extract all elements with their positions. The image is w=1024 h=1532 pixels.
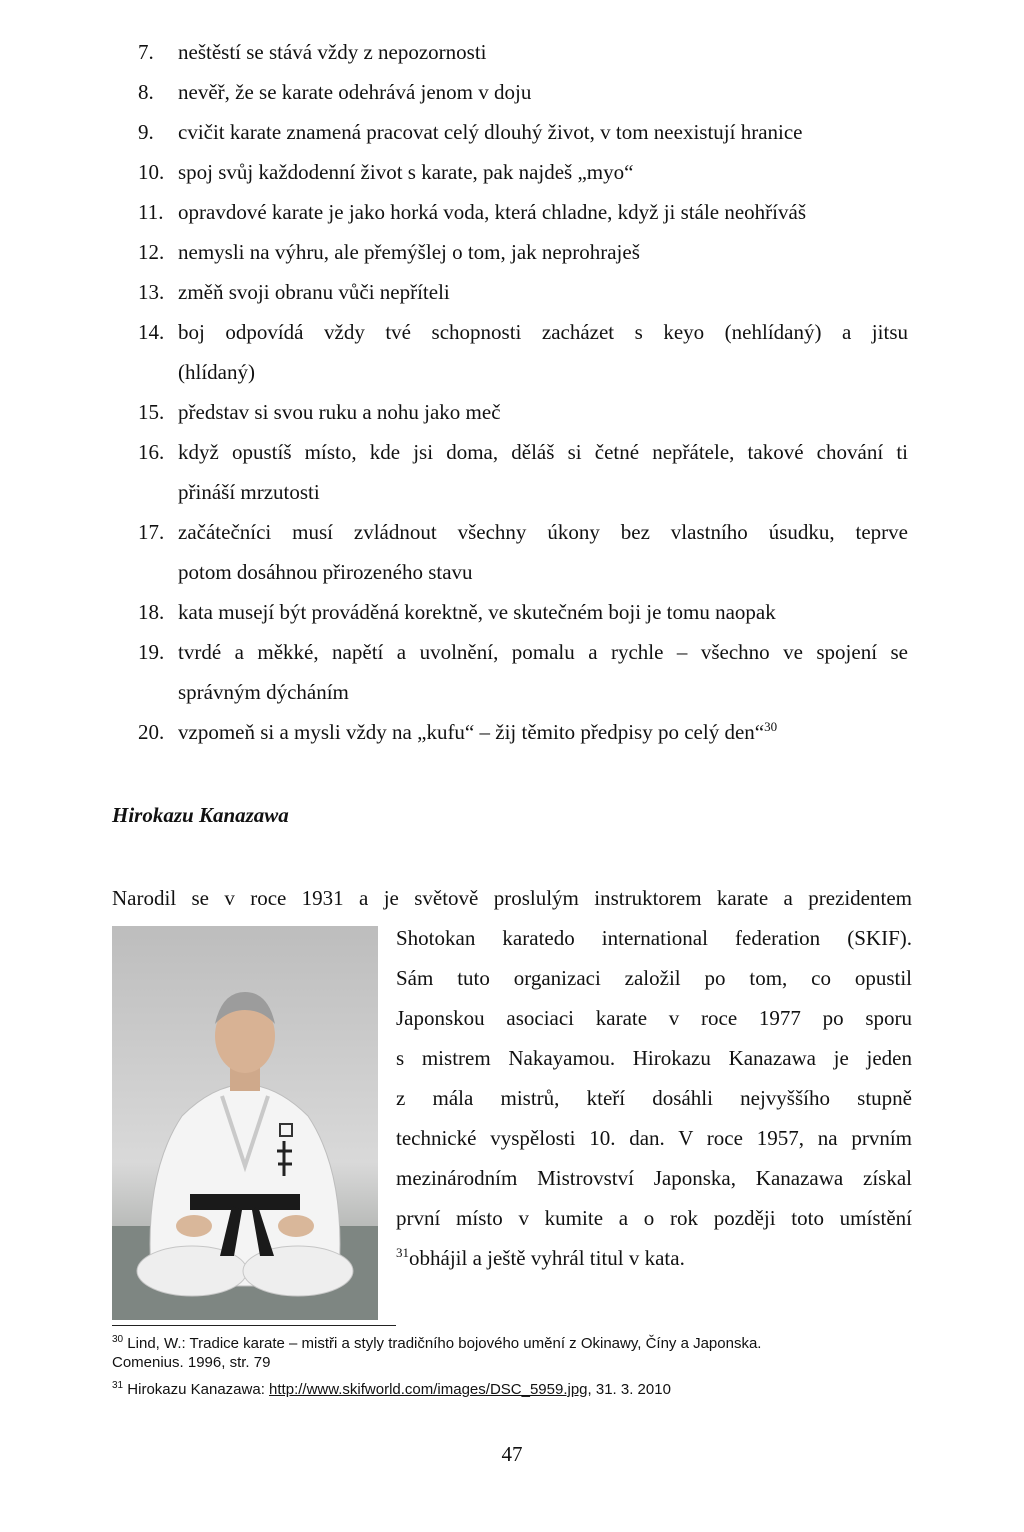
bio-line: Sám tuto organizaci založil po tom, co opustil	[396, 966, 912, 990]
list-item-content	[178, 32, 908, 72]
list-item-content	[178, 392, 908, 432]
list-item-text: začátečníci musí zvládnout všechny úkony bez vlastního úsudku, teprve	[178, 520, 908, 544]
list-item-content	[178, 152, 908, 192]
footnote-divider	[112, 1325, 396, 1326]
list-item-line	[178, 232, 908, 272]
list-item-text: (hlídaný)	[178, 360, 255, 384]
list-item-line	[178, 632, 908, 672]
list-item-number: 13.	[138, 280, 165, 304]
list-item-text: spoj svůj každodenní život s karate, pak najdeš „myo“	[178, 160, 634, 184]
footnote-ref-30[interactable]: 30	[764, 719, 778, 734]
list-item-text: potom dosáhnou přirozeného stavu	[178, 560, 473, 584]
photo-illustration	[112, 926, 378, 1320]
bio-lines	[396, 918, 912, 1238]
footnote-30-text: Lind, W.: Tradice karate – mistři a styly tradičního bojového umění z Okinawy, Číny a Japonska.	[127, 1335, 762, 1352]
footnote-30-line1	[112, 1334, 912, 1353]
list-item-content	[178, 432, 908, 512]
list-item	[138, 512, 908, 584]
bio-line: Japonskou asociaci karate v roce 1977 po sporu	[396, 1006, 912, 1030]
list-item-line	[178, 512, 908, 552]
footnote-31-prefix: Hirokazu Kanazawa:	[127, 1381, 270, 1398]
bio-line: s mistrem Nakayamou. Hirokazu Kanazawa je jeden	[396, 1046, 912, 1070]
list-item-content	[178, 512, 908, 592]
list-item-content	[178, 72, 908, 112]
list-item-line	[178, 432, 908, 472]
list-item-text: správným dýcháním	[178, 680, 349, 704]
footnote-ref-31[interactable]: 31	[396, 1245, 409, 1260]
list-item-number: 7.	[138, 40, 154, 64]
list-item	[138, 392, 908, 432]
list-item	[138, 592, 908, 632]
list-item-line	[178, 72, 908, 112]
list-item	[138, 112, 908, 152]
list-item-text: boj odpovídá vždy tvé schopnosti zacházet s keyo (nehlídaný) a jitsu	[178, 320, 908, 344]
list-item-text: kata musejí být prováděná korektně, ve skutečném boji je tomu naopak	[178, 600, 776, 624]
list-item-line	[178, 152, 908, 192]
list-item-line	[178, 392, 908, 432]
footnote-30-line2: Comenius. 1996, str. 79	[112, 1354, 271, 1371]
bio-line: mezinárodním Mistrovství Japonska, Kanazawa získal	[396, 1166, 912, 1190]
list-item-content	[178, 112, 908, 152]
list-item-line	[178, 592, 908, 632]
list-item	[138, 32, 908, 72]
list-item-text: cvičit karate znamená pracovat celý dlouhý život, v tom neexistují hranice	[178, 120, 803, 144]
bio-last-text: obhájil a ještě vyhrál titul v kata.	[409, 1246, 685, 1270]
list-item-number: 11.	[138, 200, 164, 224]
list-item-text: když opustíš místo, kde jsi doma, děláš si četné nepřátele, takové chování ti	[178, 440, 908, 464]
list-item-text: nevěř, že se karate odehrává jenom v doju	[178, 80, 532, 104]
list-item-content	[178, 712, 908, 752]
list-item-number: 8.	[138, 80, 154, 104]
footnote-30-mark: 30	[112, 1334, 124, 1345]
bio-line: z mála mistrů, kteří dosáhli nejvyššího stupně	[396, 1086, 912, 1110]
list-item-text: přináší mrzutosti	[178, 480, 320, 504]
list-item-number: 18.	[138, 600, 165, 624]
footnote-31-suffix: , 31. 3. 2010	[587, 1381, 671, 1398]
list-item	[138, 272, 908, 312]
list-item-number: 19.	[138, 640, 165, 664]
footnote-31	[112, 1380, 912, 1399]
list-item-line	[178, 192, 908, 232]
list-item	[138, 632, 908, 704]
list-item-number: 15.	[138, 400, 165, 424]
list-item	[138, 152, 908, 192]
list-item-text: tvrdé a měkké, napětí a uvolnění, pomalu a rychle – všechno ve spojení se	[178, 640, 908, 664]
list-item-line	[178, 312, 908, 352]
list-item	[138, 432, 908, 504]
list-item-line	[178, 272, 908, 312]
paragraph-bio	[396, 918, 912, 1278]
list-item-text: neštěstí se stává vždy z nepozornosti	[178, 40, 487, 64]
list-item	[138, 72, 908, 112]
list-item-number: 17.	[138, 520, 165, 544]
bio-line: technické vyspělosti 10. dan. V roce 1957, na prvním	[396, 1126, 912, 1150]
list-item-line	[178, 352, 908, 392]
page-number: 47	[501, 1442, 523, 1466]
list-item-text: opravdové karate je jako horká voda, která chladne, když ji stále neohříváš	[178, 200, 807, 224]
list-item-line	[178, 712, 908, 752]
list-item-text: nemysli na výhru, ale přemýšlej o tom, jak neprohraješ	[178, 240, 640, 264]
list-item-line	[178, 672, 908, 712]
list-item-number: 14.	[138, 320, 165, 344]
list-item-content	[178, 192, 908, 232]
list-item-number: 10.	[138, 160, 165, 184]
list-item	[138, 312, 908, 384]
bio-line: první místo v kumite a o rok později toto umístění	[396, 1206, 912, 1230]
list-item-number: 9.	[138, 120, 154, 144]
list-item-text: vzpomeň si a mysli vždy na „kufu“ – žij těmito předpisy po celý den“	[178, 720, 765, 744]
bio-line: Shotokan karatedo international federation (SKIF).	[396, 926, 912, 950]
list-item-line	[178, 32, 908, 72]
list-item	[138, 232, 908, 272]
list-item-content	[178, 592, 908, 632]
footnote-31-mark: 31	[112, 1380, 124, 1391]
list-item-line	[178, 472, 908, 512]
list-item-number: 12.	[138, 240, 165, 264]
list-item-line	[178, 112, 908, 152]
footnote-31-link[interactable]: http://www.skifworld.com/images/DSC_5959.jpg	[269, 1381, 588, 1398]
list-item-content	[178, 312, 908, 392]
list-item	[138, 192, 908, 232]
list-item-line	[178, 552, 908, 592]
list-item-content	[178, 632, 908, 712]
kanazawa-photo	[112, 926, 378, 1320]
list-item	[138, 712, 908, 752]
list-item-number: 16.	[138, 440, 165, 464]
bio-last-line	[396, 1238, 912, 1278]
list-item-number: 20.	[138, 720, 165, 744]
section-heading: Hirokazu Kanazawa	[112, 803, 289, 827]
list-item-text: představ si svou ruku a nohu jako meč	[178, 400, 501, 424]
list-item-text: změň svoji obranu vůči nepříteli	[178, 280, 450, 304]
footnote-30	[112, 1334, 912, 1372]
list-item-content	[178, 232, 908, 272]
paragraph-intro: Narodil se v roce 1931 a je světově proslulým instruktorem karate a prezidentem	[112, 886, 912, 910]
list-item-content	[178, 272, 908, 312]
